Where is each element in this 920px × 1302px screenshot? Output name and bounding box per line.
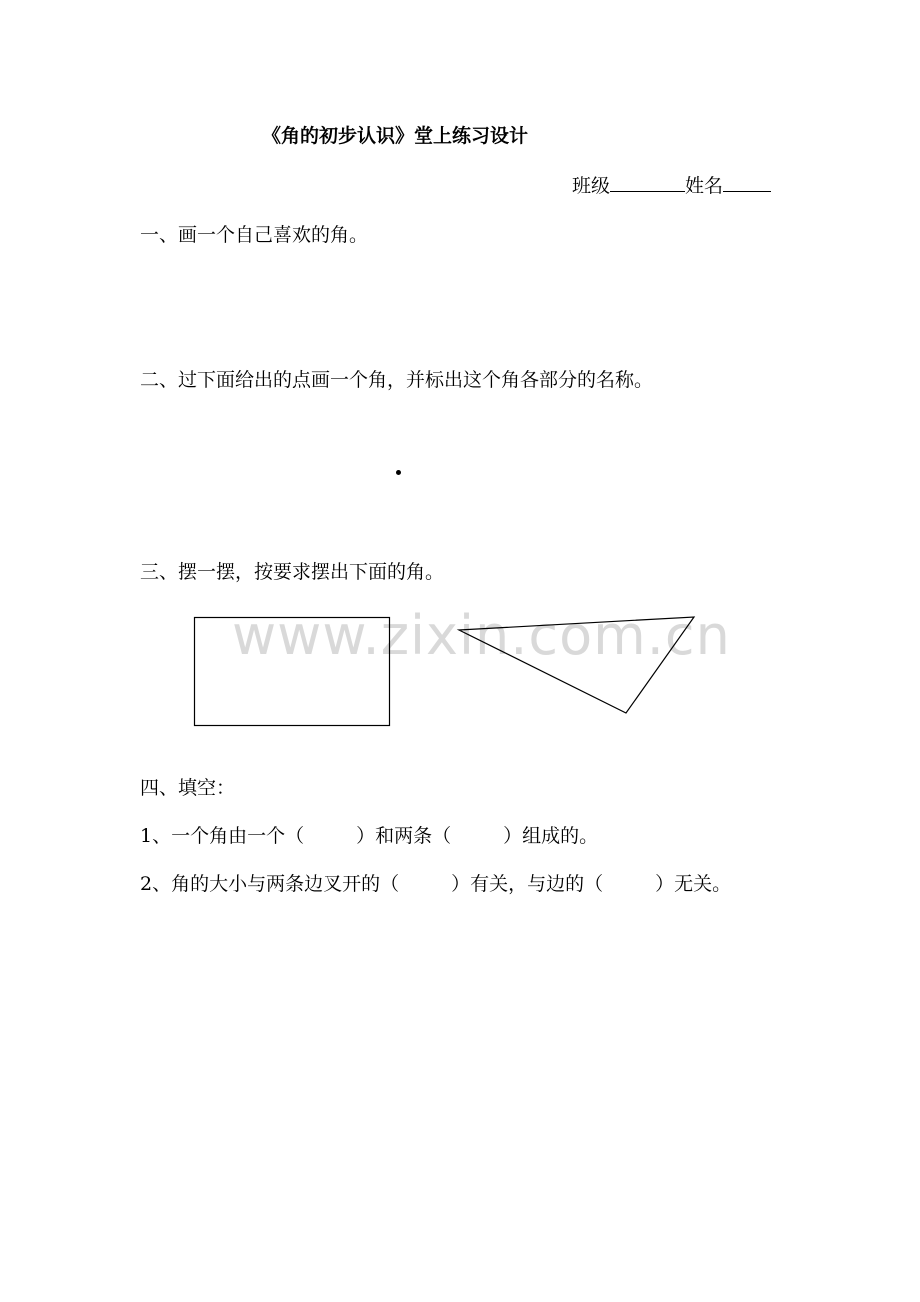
fill-item-2-part-b: ）有关，与边的（ bbox=[451, 873, 604, 895]
fill-item-1-part-c: ）组成的。 bbox=[503, 825, 599, 847]
fill-item-2 bbox=[140, 872, 731, 896]
question-3: 三、摆一摆，按要求摆出下面的角。 bbox=[140, 561, 445, 583]
watermark: www.zixin.com.cn bbox=[232, 604, 731, 667]
triangle-shape bbox=[459, 617, 694, 713]
fill-item-1-part-a: 1、一个角由一个（ bbox=[140, 825, 305, 847]
class-label: 班级 bbox=[572, 175, 611, 197]
fill-item-1-part-b: ）和两条（ bbox=[356, 825, 452, 847]
name-label: 姓名 bbox=[685, 175, 724, 197]
fill-item-2-part-c: ）无关。 bbox=[655, 873, 732, 895]
worksheet-title: 《角的初步认识》堂上练习设计 bbox=[262, 125, 529, 147]
fill-item-2-part-a: 2、角的大小与两条边叉开的（ bbox=[140, 873, 400, 895]
rectangle-shape bbox=[195, 618, 390, 726]
question-2: 二、过下面给出的点画一个角，并标出这个角各部分的名称。 bbox=[140, 369, 654, 391]
question-4-heading: 四、填空： bbox=[140, 777, 236, 799]
fill-item-1 bbox=[140, 824, 598, 848]
question-1: 一、画一个自己喜欢的角。 bbox=[140, 224, 369, 246]
